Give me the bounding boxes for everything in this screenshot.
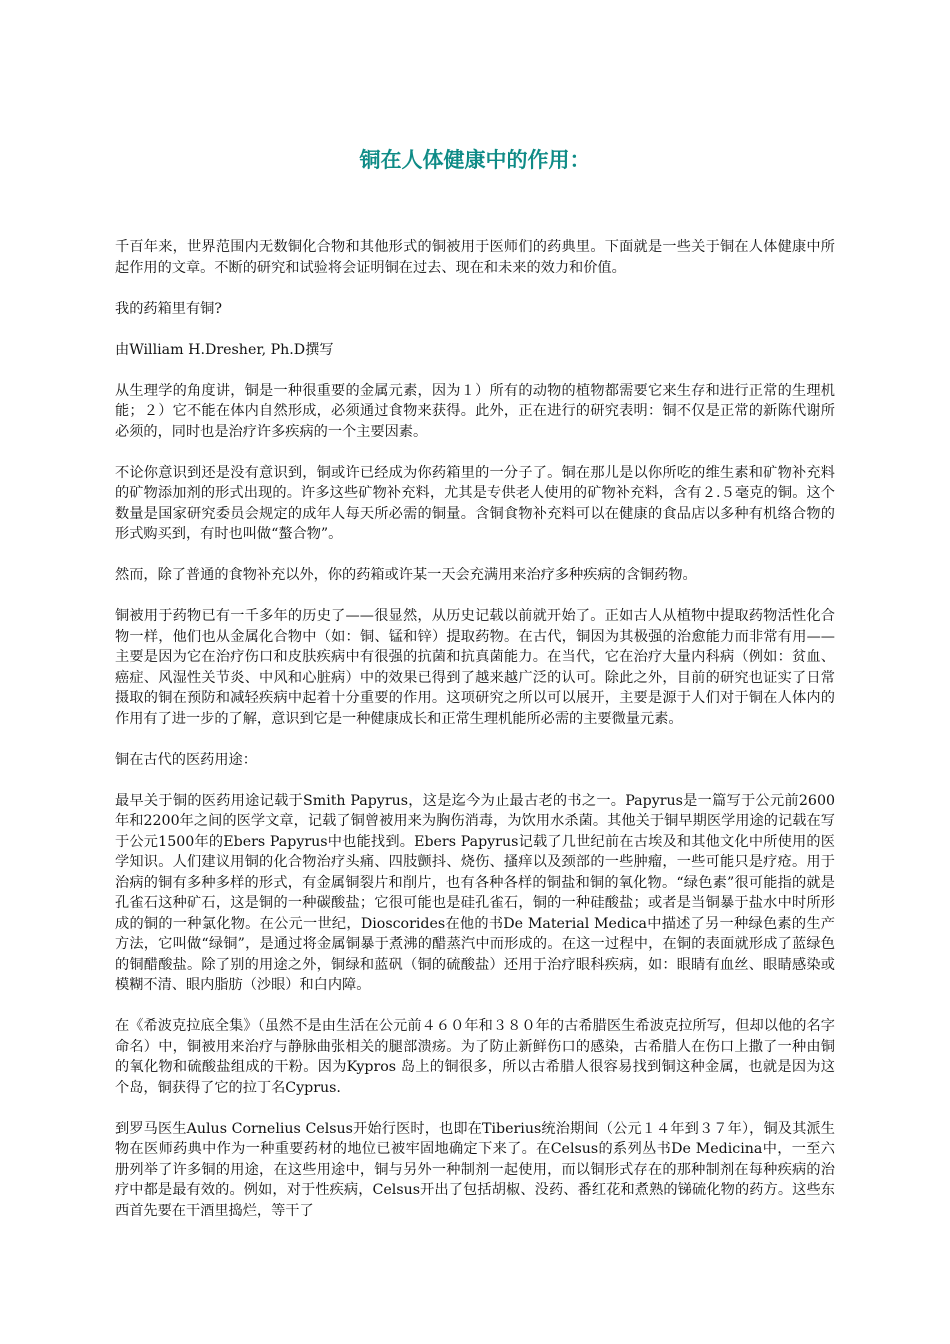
- section-heading-medicine-cabinet: 我的药箱里有铜?: [115, 300, 222, 317]
- paragraph-intro: 千百年来，世界范围内无数铜化合物和其他形式的铜被用于医师们的药典里。下面就是一些关于铜在人体健康中所起作用的文章。不断的研究和试验将会证明铜在过去、现在和未来的效力和价值。: [115, 239, 835, 276]
- paragraph: 从生理学的角度讲，铜是一种很重要的金属元素，因为１）所有的动物的植物都需要它来生存和进行正常的生理机能；２）它不能在体内自然形成，必须通过食物来获得。此外，正在进行的研究表明：铜不仅是正常的新陈代谢所必须的，同时也是治疗许多疾病的一个主要因素。: [115, 382, 835, 440]
- author-line: 由William H.Dresher, Ph.D撰写: [115, 341, 334, 358]
- paragraph: 然而，除了普通的食物补充以外，你的药箱或许某一天会充满用来治疗多种疾病的含铜药物。: [115, 567, 697, 583]
- section-heading-ancient-uses: 铜在古代的医药用途：: [115, 751, 257, 768]
- page-title: 铜在人体健康中的作用：: [359, 148, 591, 172]
- paragraph: 铜被用于药物已有一千多年的历史了——很显然，从历史记载以前就开始了。正如古人从植物中提取药物活性化合物一样，他们也从金属化合物中（如：铜、锰和锌）提取药物。在古代，铜因为其极强的治愈能力而非常有用——主要是因为它在治疗伤口和皮肤疾病中有很强的抗菌和抗真菌能力。在当代，它在治疗大量内科病（例如：贫血、癌症、风湿性关节炎、中风和心脏病）中的效果已得到了越来越广泛的认可。除此之外，目前的研究也证实了日常摄取的铜在预防和减轻疾病中起着十分重要的作用。这项研究之所以可以展开，主要是源于人们对于铜在人体内的作用有了进一步的了解，意识到它是一种健康成长和正常生理机能所必需的主要微量元素。: [115, 608, 835, 727]
- paragraph: 到罗马医生Aulus Cornelius Celsus开始行医时，也即在Tiberius统治期间（公元１４年到３７年），铜及其派生物在医师药典中作为一种重要药材的地位已被牢固地确定下来了。在Celsus的系列丛书De Medicina中，一至六册列举了许多铜的用途，在这些用途中，铜与另外一种制剂一起使用，而以铜形式存在的那种制剂在每种疾病的治疗中都是最有效的。例如，对于性疾病，Celsus开出了包括胡椒、没药、番红花和煮熟的锑硫化物的药方。这些东西首先要在干酒里捣烂，等干了: [115, 1120, 835, 1219]
- paragraph: 最早关于铜的医药用途记载于Smith Papyrus，这是迄今为止最古老的书之一。Papyrus是一篇写于公元前2600年和2200年之间的医学文章，记载了铜曾被用来为胸伤消毒，为饮用水杀菌。其他关于铜早期医学用途的记载在写于公元1500年的Ebers Papyrus中也能找到。Ebers Papyrus记载了几世纪前在古埃及和其他文化中所使用的医学知识。人们建议用铜的化合物治疗头痛、四肢颤抖、烧伤、搔痒以及颈部的一些肿瘤，一些可能只是疗疮。用于治病的铜有多种多样的形式，有金属铜裂片和削片，也有各种各样的铜盐和铜的氧化物。“绿色素”很可能指的就是孔雀石这种矿石，这是铜的一种碳酸盐；它很可能也是硅孔雀石，铜的一种硅酸盐；或者是当铜暴于盐水中时所形成的铜的一种氯化物。在公元一世纪，Dioscorides在他的书De Material Medica中描述了另一种绿色素的生产方法，它叫做“绿铜”，是通过将金属铜暴于煮沸的醋蒸汽中而形成的。在这一过程中，在铜的表面就形成了蓝绿色的铜醋酸盐。除了别的用途之外，铜绿和蓝矾（铜的硫酸盐）还用于治疗眼科疾病，如：眼睛有血丝、眼睛感染或模糊不清、眼内脂肪（沙眼）和白内障。: [115, 792, 835, 993]
- document-body: [115, 237, 835, 1242]
- paragraph: 在《希波克拉底全集》（虽然不是由生活在公元前４６０年和３８０年的古希腊医生希波克拉所写，但却以他的名字命名）中，铜被用来治疗与静脉曲张相关的腿部溃疡。为了防止新鲜伤口的感染，古希腊人在伤口上撒了一种由铜的氧化物和硫酸盐组成的干粉。因为Kypros 岛上的铜很多，所以古希腊人很容易找到铜这种金属，也就是因为这个岛，铜获得了它的拉丁名Cyprus.: [115, 1018, 835, 1096]
- paragraph: 不论你意识到还是没有意识到，铜或许已经成为你药箱里的一分子了。铜在那儿是以你所吃的维生素和矿物补充料的矿物添加剂的形式出现的。许多这些矿物补充料，尤其是专供老人使用的矿物补充料，含有２.５毫克的铜。这个数量是国家研究委员会规定的成年人每天所必需的铜量。含铜食物补充料可以在健康的食品店以多种有机络合物的形式购买到，有时也叫做“螯合物”。: [115, 464, 835, 542]
